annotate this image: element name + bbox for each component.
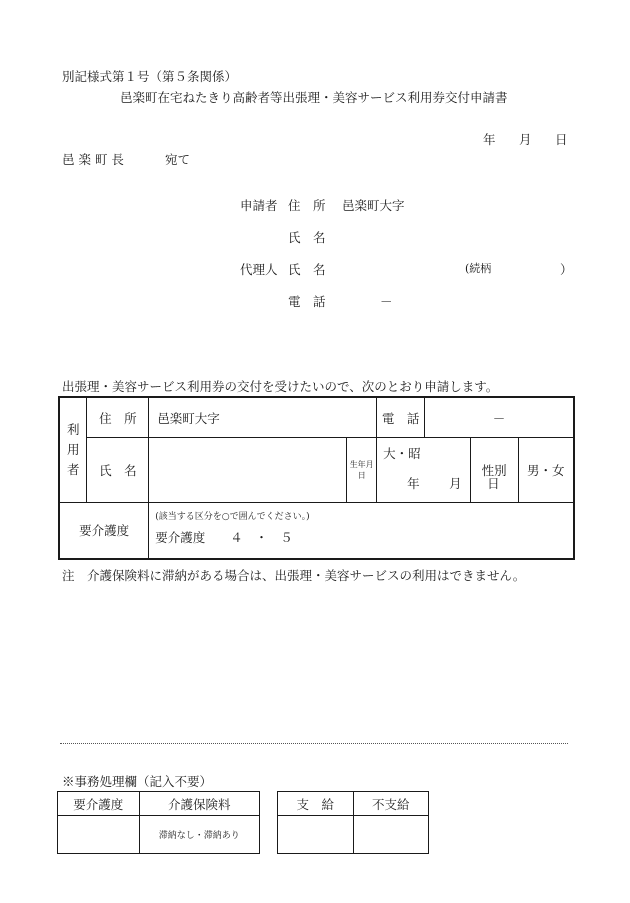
care-level-note: (該当する区分を○で囲んでください。) (155, 511, 310, 522)
user-address-label: 住 所 (87, 397, 149, 438)
relation-open: (続柄 (465, 262, 492, 275)
applicant-address-label: 住 所 (288, 198, 326, 213)
birthdate-day: 日 (487, 476, 500, 491)
user-name-field[interactable] (149, 438, 347, 503)
delinquency-note: 注 介護保険料に滞納がある場合は、出張理・美容サービスの利用はできません。 (62, 568, 526, 583)
care-level-options[interactable]: 要介護度 ４ ・ ５ (155, 529, 293, 545)
cut-line (60, 743, 568, 744)
office-care-level-header: 要介護度 (58, 792, 140, 816)
office-care-table (57, 791, 260, 854)
form-title: 邑楽町在宅ねたきり高齢者等出張理・美容サービス利用券交付申請書 (120, 90, 508, 105)
user-name-label: 氏 名 (87, 438, 149, 503)
office-nonpayment-header: 不支給 (353, 792, 428, 816)
care-level-label: 要介護度 (59, 502, 149, 559)
office-payment-header: 支 給 (278, 792, 354, 816)
date-month-label: 月 (519, 132, 532, 147)
applicant-label: 申請者 (240, 198, 278, 213)
gender-options[interactable]: 男・女 (518, 438, 574, 503)
date-day-label: 日 (555, 132, 568, 147)
office-premium-options: 滞納なし・滞納あり (139, 816, 259, 854)
addressee: 邑 楽 町 長 (62, 152, 124, 167)
office-care-level-cell (58, 816, 140, 854)
user-section-label: 利用者 (59, 397, 87, 502)
agent-label: 代理人 (240, 262, 278, 277)
birthdate-era: 大・昭 (383, 446, 421, 461)
birthdate-year: 年 (407, 476, 420, 491)
office-payment-cell (278, 816, 354, 854)
birthdate-label: 生年月日 (347, 438, 377, 503)
birthdate-month: 月 (449, 476, 462, 491)
user-info-table (58, 396, 575, 560)
applicant-phone-dash: － (380, 294, 393, 309)
applicant-address-value: 邑楽町大字 (342, 198, 405, 213)
office-nonpayment-cell (353, 816, 428, 854)
office-premium-header: 介護保険料 (139, 792, 259, 816)
applicant-name-label: 氏 名 (288, 230, 326, 245)
date-year-label: 年 (483, 132, 496, 147)
user-phone-label: 電 話 (377, 397, 425, 438)
request-statement: 出張理・美容サービス利用券の交付を受けたいので、次のとおり申請します。 (62, 379, 499, 394)
relation-close: ） (560, 262, 573, 277)
agent-name-label: 氏 名 (288, 262, 326, 277)
care-level-field[interactable] (149, 502, 574, 559)
office-payment-table (277, 791, 429, 854)
form-number: 別記様式第１号（第５条関係） (62, 69, 238, 84)
gender-label: 性別 (470, 438, 518, 503)
office-section-title: ※事務処理欄（記入不要） (62, 774, 213, 789)
user-phone-field[interactable]: － (425, 397, 574, 438)
applicant-phone-label: 電 話 (288, 294, 326, 309)
user-address-field[interactable]: 邑楽町大字 (149, 397, 377, 438)
addressee-suffix: 宛て (165, 152, 191, 167)
